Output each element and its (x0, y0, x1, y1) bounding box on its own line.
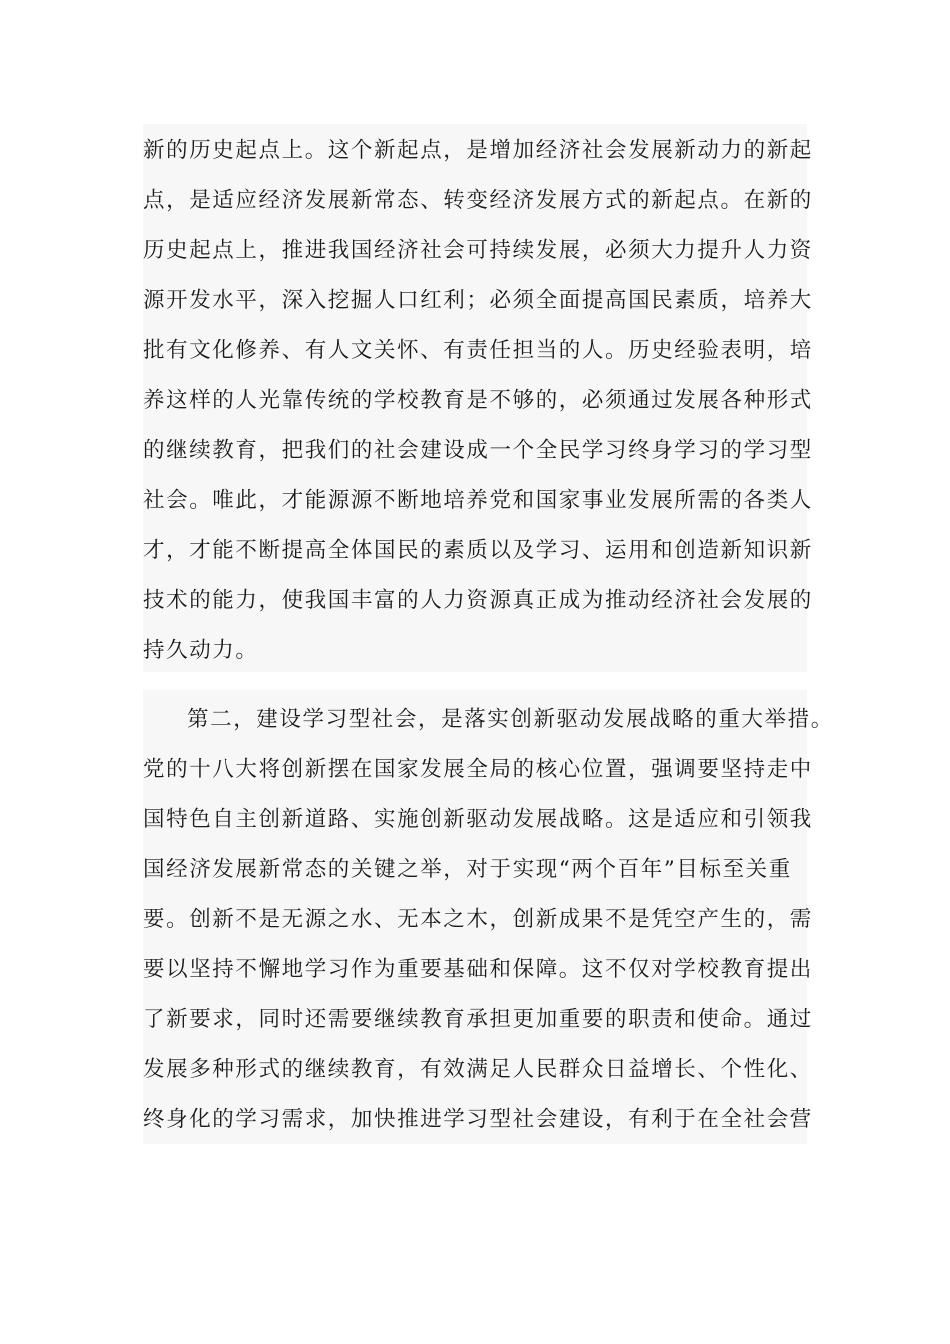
text-line: 发展多种形式的继续教育，有效满足人民群众日益增长、个性化、 (143, 1057, 813, 1082)
text-line: 终身化的学习需求，加快推进学习型社会建设，有利于在全社会营 (143, 1107, 813, 1132)
text-line: 源开发水平，深入挖掘人口红利；必须全面提高国民素质，培养大 (143, 288, 813, 313)
paragraph-block-1 (143, 124, 813, 672)
text-line: 点，是适应经济发展新常态、转变经济发展方式的新起点。在新的 (143, 188, 813, 213)
text-line: 国经济发展新常态的关键之举，对于实现“两个百年”目标至关重 (143, 857, 792, 882)
text-line: 技术的能力，使我国丰富的人力资源真正成为推动经济社会发展的 (143, 588, 813, 613)
text-line: 持久动力。 (143, 638, 259, 663)
paragraph-2 (143, 695, 834, 1145)
text-line: 新的历史起点上。这个新起点，是增加经济社会发展新动力的新起 (143, 138, 813, 163)
paragraph-block-2 (143, 690, 834, 1144)
text-line: 国特色自主创新道路、实施创新驱动发展战略。这是适应和引领我 (143, 807, 813, 832)
text-line: 批有文化修养、有人文关怀、有责任担当的人。历史经验表明，培 (143, 338, 813, 363)
text-line: 党的十八大将创新摆在国家发展全局的核心位置，强调要坚持走中 (143, 757, 813, 782)
text-line: 才，才能不断提高全体国民的素质以及学习、运用和创造新知识新 (143, 538, 813, 563)
text-line: 要以坚持不懈地学习作为重要基础和保障。这不仅对学校教育提出 (143, 957, 813, 982)
text-line: 社会。唯此，才能源源不断地培养党和国家事业发展所需的各类人 (143, 488, 813, 513)
text-line: 要。创新不是无源之水、无本之木，创新成果不是凭空产生的，需 (143, 907, 813, 932)
text-line-indented: 第二，建设学习型社会，是落实创新驱动发展战略的重大举措。 (187, 707, 834, 732)
text-line: 养这样的人光靠传统的学校教育是不够的，必须通过发展各种形式 (143, 388, 813, 413)
text-line: 的继续教育，把我们的社会建设成一个全民学习终身学习的学习型 (143, 438, 813, 463)
text-line: 历史起点上，推进我国经济社会可持续发展，必须大力提升人力资 (143, 238, 813, 263)
paragraph-1 (143, 126, 813, 676)
text-line: 了新要求，同时还需要继续教育承担更加重要的职责和使命。通过 (143, 1007, 813, 1032)
